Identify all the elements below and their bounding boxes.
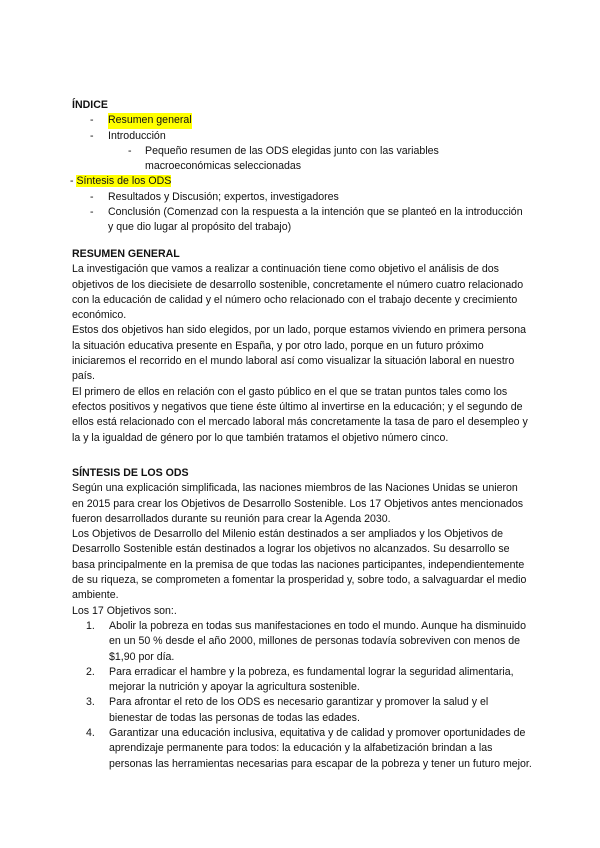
list-number: 4. [86,727,95,740]
index-title: ÍNDICE [72,99,108,111]
index-item-label: Resultados y Discusión; expertos, investigadores [108,190,339,203]
index-item [72,205,532,236]
index-item-label: Pequeño resumen de las ODS elegidas junto con las variables macroeconómicas seleccionadas [145,144,439,173]
list-number: 2. [86,665,95,678]
index-item [72,113,532,128]
index-item-label: Síntesis de los ODS [76,175,172,188]
list-item-text: Garantizar una educación inclusiva, equitativa y de calidad y promover oportunidades de aprendizaje permanente para todos: la educación y la alfabetización brindan a las personas las herramientas necesarias para escapar de la pobreza y tener un futuro mejor. [109,727,532,770]
index-section [72,98,532,236]
section-heading: RESUMEN GENERAL [72,248,180,260]
paragraph: Según una explicación simplificada, las naciones miembros de las Naciones Unidas se unieron en 2015 para crear los Objetivos de Desarrollo Sostenible. Los 17 Objetivos antes mencionados fueron desarrollados durante su reunión para crear la Agenda 2030. [72,482,524,525]
resumen-section [72,247,532,446]
paragraph: La investigación que vamos a realizar a continuación tiene como objetivo el análisis de dos objetivos de los diecisiete de desarrollo sostenible, concretamente el número cuatro relacionado con la educación de calidad y el número ocho relacionado con el trabajo decente y crecimiento económico. [72,263,524,322]
paragraph: El primero de ellos en relación con el gasto público en el que se tratan puntos tales como los efectos positivos y negativos que tiene éste último al invertirse en la educación; y el segundo de ellos está relacionado con el mercado laboral más concretamente la tasa de paro el desempleo y la y la igualdad de género por lo que también tratamos el objetivo número cinco. [72,385,528,444]
index-item [72,129,532,144]
index-subitem [72,144,532,175]
index-bullet: - [90,114,94,127]
index-bullet: - [90,190,94,203]
objective-list-item [72,665,532,696]
list-item-text: Para afrontar el reto de los ODS es necesario garantizar y promover la salud y el bienestar de todas las personas de todas las edades. [109,696,489,724]
paragraph: Los 17 Objetivos son:. [72,604,177,617]
list-number: 1. [86,619,95,632]
index-bullet: - [90,129,94,142]
index-item-label: Introducción [108,129,166,142]
index-item-label: Resumen general [108,113,192,128]
index-item-label: Conclusión (Comenzad con la respuesta a la intención que se planteó en la introducción y que dio lugar al propósito del trabajo) [108,206,523,234]
objective-list-item [72,619,532,665]
list-number: 3. [86,696,95,709]
objective-list-item [72,695,532,726]
index-bullet: - [128,144,132,157]
objective-list-item [72,726,532,772]
index-item [70,174,532,189]
paragraph: Los Objetivos de Desarrollo del Milenio están destinados a ser ampliados y los Objetivos de Desarrollo Sostenible están destinados a lograr los objetivos no alcanzados. Su desarrollo se basa principalmente en la premisa de que todas las naciones participantes, independientemente de su riqueza, se comprometen a fomentar la prosperidad y, sobre todo, a salvaguardar el medio ambiente. [72,528,527,602]
index-item [72,190,532,205]
index-bullet: - [90,206,94,219]
list-item-text: Abolir la pobreza en todas sus manifestaciones en todo el mundo. Aunque ha disminuido en un 50 % desde el año 2000, millones de personas todavía sobreviven con menos de $1,90 por día. [109,619,526,663]
list-item-text: Para erradicar el hambre y la pobreza, es fundamental lograr la seguridad alimentaria, mejorar la nutrición y apoyar la agricultura sostenible. [109,665,514,694]
index-bullet: - [70,175,77,188]
section-heading: SÍNTESIS DE LOS ODS [72,467,189,479]
sintesis-section [72,466,532,772]
paragraph: Estos dos objetivos han sido elegidos, por un lado, porque estamos viviendo en primera persona la situación educativa presente en España, y por otro lado, porque en un futuro próximo iniciaremos el recorrido en el mundo laboral así como visualizar la situación laboral en nuestro país. [72,324,527,383]
